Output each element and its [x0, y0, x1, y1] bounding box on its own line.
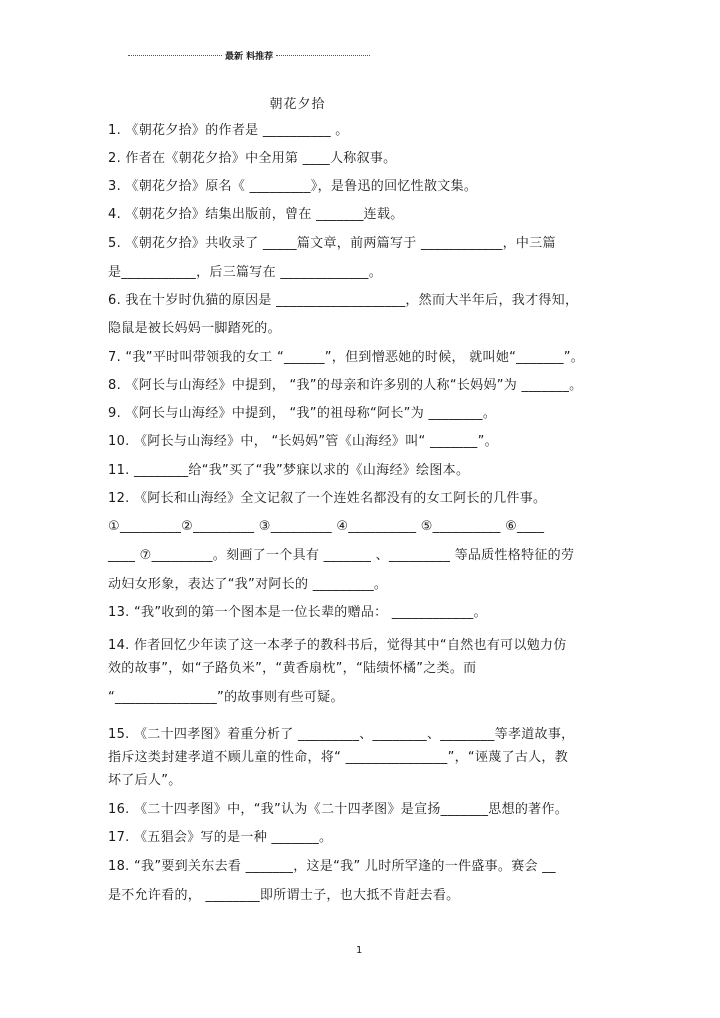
- question-line: 16. 《二十四孝图》中，“我”认为《二十四孝图》是宣扬_______思想的著作。: [108, 802, 569, 817]
- question-line: 8. 《阿长与山海经》中提到， “我”的母亲和许多别的人称“长妈妈”为 _______。: [108, 378, 583, 393]
- page-number: 1: [356, 945, 363, 956]
- question-line: 1. 《朝花夕拾》的作者是 __________ 。: [108, 123, 349, 138]
- header-dotted-rule-left: [128, 55, 222, 56]
- header-text: 最新 料推荐: [224, 51, 274, 62]
- question-line: 2. 作者在《朝花夕拾》中全用第 ____人称叙事。: [108, 151, 397, 166]
- question-line: 18. “我”要到关东去看 _______，这是“我” 儿时所罕逢的一件盛事。赛会 __: [108, 859, 556, 874]
- header-dotted-rule-right: [276, 55, 370, 56]
- question-line: 13. “我”收到的第一个图本是一位长辈的赠品： ____________。: [108, 605, 487, 620]
- question-line: 3. 《朝花夕拾》原名《 _________》，是鲁迅的回忆性散文集。: [108, 179, 478, 194]
- page-title: 朝花夕拾: [269, 97, 326, 112]
- question-line: 9. 《阿长与山海经》中提到， “我”的祖母称“阿长”为 ________。: [108, 406, 497, 421]
- question-line: 指斥这类封建孝道不顾儿童的性命，将“ _______________”，“诬蔑了古人，教: [108, 750, 569, 765]
- question-line: 11. ________给“我”买了“我”梦寐以求的《山海经》绘图本。: [108, 463, 470, 478]
- question-line: 效的故事”，如“子路负米”，“黄香扇枕”，“陆绩怀橘”之类。而: [108, 661, 477, 676]
- question-line: 是___________，后三篇写在 _____________。: [108, 265, 383, 280]
- question-line: 坏了后人”。: [108, 773, 182, 788]
- question-line: 隐鼠是被长妈妈一脚踏死的。: [108, 321, 281, 336]
- question-line: 15. 《二十四孝图》着重分析了 _________、________、________等孝道故事，: [108, 727, 575, 742]
- question-line: “_______________”的故事则有些可疑。: [108, 690, 344, 705]
- question-line: 动妇女形象，表达了“我”对阿长的 _________。: [108, 577, 388, 592]
- question-line: 14. 作者回忆少年读了这一本孝子的教科书后，觉得其中“自然也有可以勉力仿: [108, 638, 567, 653]
- question-line: 4. 《朝花夕拾》结集出版前，曾在 _______连载。: [108, 207, 404, 222]
- question-line: 是不允许看的， ________即所谓士子，也大抵不肯赶去看。: [108, 888, 460, 903]
- question-line: 6. 我在十岁时仇猫的原因是 ___________________，然而大半年后，我才得知，: [108, 293, 579, 308]
- question-line: 7. “我”平时叫带领我的女工 “______”，但到憎恶她的时候， 就叫她“_______”。: [108, 350, 585, 365]
- page-header: [128, 47, 370, 63]
- question-line: 12. 《阿长和山海经》全文记叙了一个连姓名都没有的女工阿长的几件事。: [108, 491, 547, 506]
- question-line: ____ ⑦_________。刻画了一个具有 _______ 、_________ 等品质性格特征的劳: [108, 548, 575, 563]
- question-line: 10. 《阿长与山海经》中， “长妈妈”管《山海经》叫“ _______”。: [108, 434, 498, 449]
- question-line: 5. 《朝花夕拾》共收录了 _____篇文章，前两篇写于 ____________，中三篇: [108, 236, 556, 251]
- question-line: 17. 《五猖会》写的是一种 _______。: [108, 830, 333, 845]
- question-line: ①_________②_________ ③_________ ④__________ ⑤__________ ⑥____: [108, 519, 545, 534]
